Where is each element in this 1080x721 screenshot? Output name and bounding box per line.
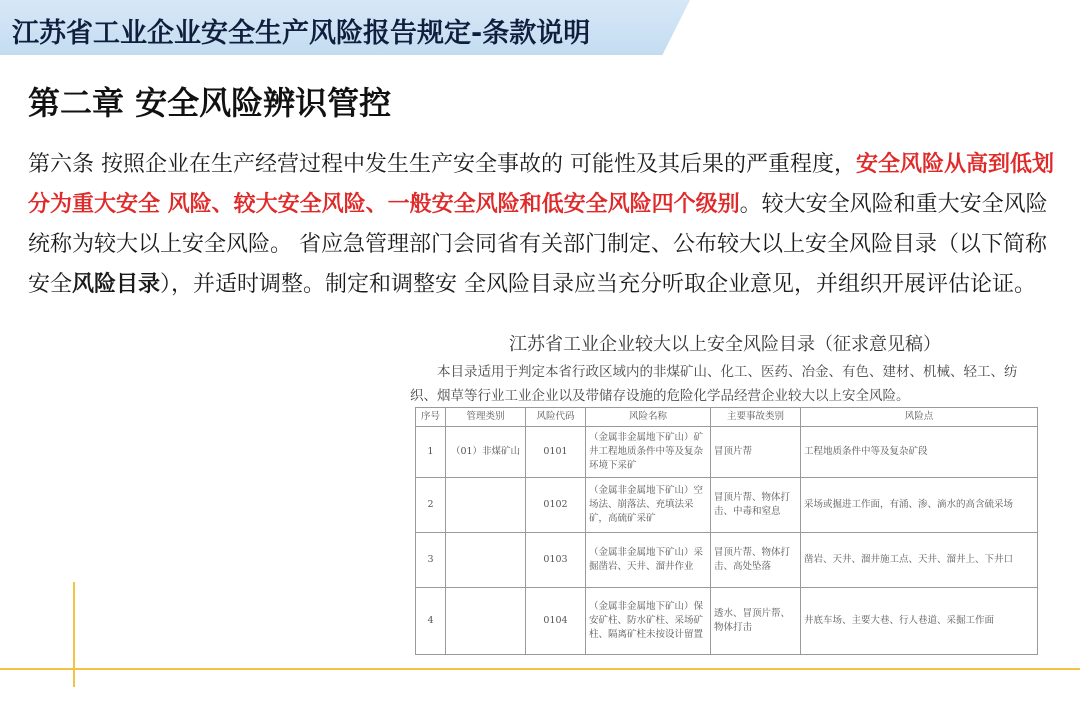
cell-point: 采场或掘进工作面，有涌、渗、滴水的高含硫采场: [801, 478, 1038, 533]
embedded-document-image: [410, 325, 1040, 655]
article-highlight-bold: 风险目录: [72, 272, 161, 297]
cell-category: （01）非煤矿山: [446, 427, 526, 478]
cell-no: 3: [416, 533, 446, 588]
cell-code: 0103: [526, 533, 586, 588]
cell-no: 1: [416, 427, 446, 478]
table-header-row: [416, 408, 1038, 427]
column-header: 风险代码: [526, 408, 586, 427]
column-header: 主要事故类别: [711, 408, 801, 427]
article-highlight-red: 安全风险从高到低划分为重大安全 风险、较大安全风险、一般安全风险和低安全风险四个级别: [28, 152, 1055, 217]
cell-accident: 冒顶片帮、物体打击、高处坠落: [711, 533, 801, 588]
chapter-title: 第二章 安全风险辨识管控: [28, 84, 392, 122]
table-row: [416, 588, 1038, 655]
cell-category: [446, 533, 526, 588]
cell-point: 凿岩、天井、溜井施工点、天井、溜井上、下井口: [801, 533, 1038, 588]
table-row: [416, 427, 1038, 478]
article-text-2: 。较大安全风险和重大安全风险统称为较大以上安全风险。 省应急管理部门会同省有关部门制定、公布较大以上安全风险目录（以下简称安全: [28, 192, 1048, 297]
cell-code: 0102: [526, 478, 586, 533]
decorative-horizontal-line: [0, 668, 1080, 670]
table-row: [416, 478, 1038, 533]
article-paragraph: [28, 145, 1063, 305]
column-header: 管理类别: [446, 408, 526, 427]
cell-point: 工程地质条件中等及复杂矿段: [801, 427, 1038, 478]
cell-accident: 透水、冒顶片帮、物体打击: [711, 588, 801, 655]
cell-category: [446, 478, 526, 533]
column-header: 序号: [416, 408, 446, 427]
cell-name: （金属非金属地下矿山）保安矿柱、防水矿柱、采场矿柱、隔离矿柱未按设计留置: [586, 588, 711, 655]
table-row: [416, 533, 1038, 588]
cell-no: 2: [416, 478, 446, 533]
column-header: 风险名称: [586, 408, 711, 427]
cell-code: 0101: [526, 427, 586, 478]
cell-name: （金属非金属地下矿山）矿井工程地质条件中等及复杂环境下采矿: [586, 427, 711, 478]
cell-code: 0104: [526, 588, 586, 655]
page-header-title: 江苏省工业企业安全生产风险报告规定-条款说明: [12, 18, 591, 49]
document-title: 江苏省工业企业较大以上安全风险目录（征求意见稿）: [509, 334, 941, 355]
article-text-1: 第六条 按照企业在生产经营过程中发生生产安全事故的 可能性及其后果的严重程度，: [28, 152, 856, 177]
cell-name: （金属非金属地下矿山）空场法、崩落法、充填法采矿，高硫矿采矿: [586, 478, 711, 533]
cell-point: 井底车场、主要大巷、行人巷道、采掘工作面: [801, 588, 1038, 655]
cell-accident: 冒顶片帮: [711, 427, 801, 478]
cell-no: 4: [416, 588, 446, 655]
decorative-vertical-line: [73, 582, 75, 687]
cell-name: （金属非金属地下矿山）采掘凿岩、天井、溜井作业: [586, 533, 711, 588]
risk-catalog-table: [415, 407, 1038, 655]
article-text-3: ），并适时调整。制定和调整安 全风险目录应当充分听取企业意见，并组织开展评估论证。: [160, 272, 1037, 297]
cell-accident: 冒顶片帮、物体打击、中毒和窒息: [711, 478, 801, 533]
document-intro: 本目录适用于判定本省行政区域内的非煤矿山、化工、医药、冶金、有色、建材、机械、轻工、纺织、烟草等行业工业企业以及带储存设施的危险化学品经营企业较大以上安全风险。: [410, 364, 1018, 404]
column-header: 风险点: [801, 408, 1038, 427]
cell-category: [446, 588, 526, 655]
